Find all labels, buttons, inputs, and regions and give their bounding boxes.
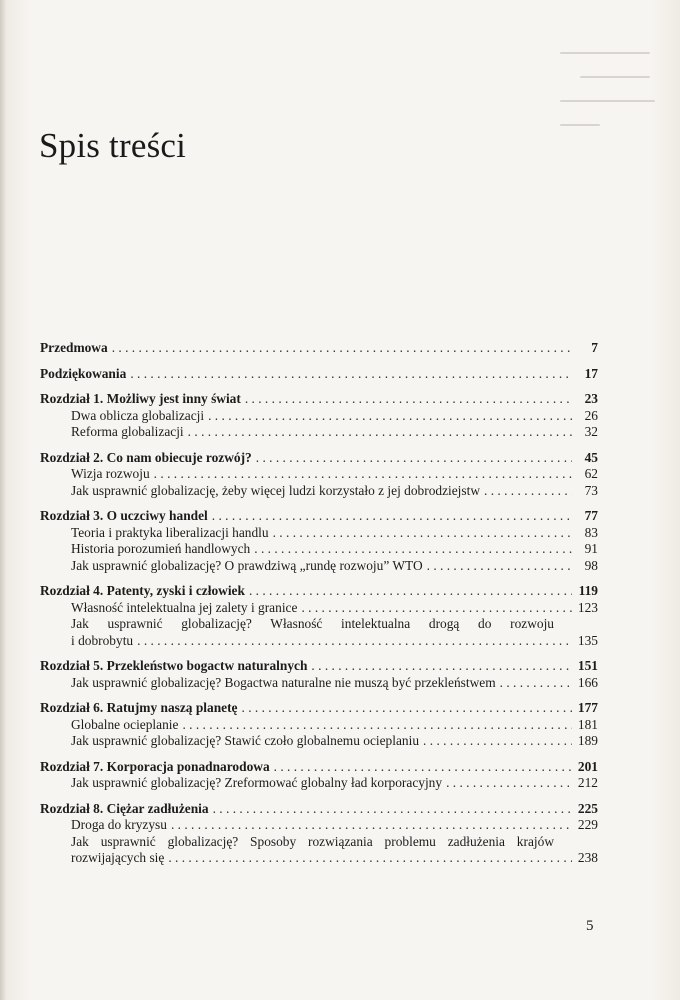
toc-entry-page: 77 [584, 508, 598, 523]
toc-subentry-page: 181 [577, 716, 598, 732]
toc-subentry-continuation[interactable] [40, 633, 598, 650]
dot-leader [213, 801, 572, 818]
toc-entry-title: Rozdział 4. Patenty, zyski i człowiek [40, 583, 245, 598]
toc-section [40, 658, 598, 691]
dot-leader [311, 658, 572, 675]
toc-entry-page: 7 [591, 340, 598, 355]
dot-leader [242, 700, 573, 717]
toc-subentry-title: Jak usprawnić globalizację? Własność intelektualna drogą do rozwoju [71, 616, 554, 631]
toc-entry-page: 17 [584, 365, 598, 381]
toc-subentry-page: 91 [584, 541, 598, 556]
toc-section [40, 583, 598, 649]
toc-subentry-title: Jak usprawnić globalizację? Zreformować globalny ład korporacyjny [71, 775, 443, 790]
dot-leader [188, 424, 572, 441]
toc-subentry-page: 26 [584, 407, 598, 423]
show-through-text [560, 52, 670, 148]
page-gutter [0, 0, 6, 1000]
toc-subentry[interactable] [40, 675, 598, 692]
toc-subentry-page: 212 [577, 775, 598, 790]
toc-entry-title: Rozdział 5. Przekleństwo bogactw naturalnych [40, 658, 308, 673]
dot-leader [274, 759, 572, 776]
toc-subentry-title: Historia porozumień handlowych [71, 541, 251, 556]
toc-subentry-title: Dwa oblicza globalizacji [71, 407, 205, 423]
dot-leader [254, 541, 572, 558]
page-title: Spis treści [39, 126, 187, 165]
toc-section [40, 450, 598, 500]
dot-leader [112, 340, 572, 357]
dot-leader [256, 450, 572, 467]
dot-leader [301, 600, 572, 617]
toc-entry-page: 45 [584, 449, 598, 465]
toc-section [40, 801, 598, 867]
toc-section [40, 759, 598, 792]
toc-subentry-page: 135 [577, 632, 598, 648]
toc-entry-page: 151 [577, 658, 598, 673]
toc-subentry-page: 32 [584, 424, 598, 439]
toc-subentry-title-cont: rozwijających się [71, 850, 165, 865]
dot-leader [249, 583, 572, 600]
toc-subentry-page: 83 [584, 524, 598, 540]
toc-subentry-title: Jak usprawnić globalizację, żeby więcej ludzi korzystało z jej dobrodziejstw [71, 482, 481, 498]
dot-leader [273, 525, 572, 542]
dot-leader [212, 508, 572, 525]
toc-subentry-page: 73 [584, 482, 598, 498]
toc-subentry[interactable] [40, 733, 598, 750]
toc-subentry-title: Własność intelektualna jej zalety i granice [71, 599, 298, 615]
toc-entry[interactable] [40, 508, 598, 525]
toc-section [40, 508, 598, 574]
toc-subentry-page: 229 [577, 817, 598, 832]
toc-entry-title: Rozdział 3. O uczciwy handel [40, 508, 208, 523]
dot-leader [446, 775, 572, 792]
toc-entry-title: Rozdział 1. Możliwy jest inny świat [40, 391, 241, 406]
toc-subentry-title: Teoria i praktyka liberalizacji handlu [71, 524, 269, 540]
dot-leader [154, 466, 572, 483]
toc-entry-title: Rozdział 2. Co nam obiecuje rozwój? [40, 449, 252, 465]
table-of-contents [40, 340, 598, 876]
toc-section [40, 366, 598, 383]
toc-subentry[interactable] [40, 466, 598, 483]
toc-subentry[interactable] [40, 775, 598, 792]
toc-entry[interactable] [40, 583, 598, 600]
toc-subentry-title: Wizja rozwoju [71, 466, 150, 481]
toc-subentry-page: 62 [584, 466, 598, 481]
toc-subentry[interactable] [40, 834, 598, 851]
toc-entry-page: 119 [578, 583, 598, 598]
dot-leader [500, 675, 572, 692]
toc-entry-title: Rozdział 7. Korporacja ponadnarodowa [40, 758, 270, 774]
dot-leader [130, 366, 572, 383]
toc-subentry[interactable] [40, 408, 598, 425]
toc-entry-page: 201 [577, 758, 598, 774]
toc-subentry-page: 166 [577, 674, 598, 690]
toc-entry[interactable] [40, 801, 598, 818]
toc-subentry[interactable] [40, 525, 598, 542]
toc-entry-title: Rozdział 8. Ciężar zadłużenia [40, 800, 209, 816]
toc-subentry-continuation[interactable] [40, 850, 598, 867]
toc-subentry-title-cont: i dobrobytu [71, 632, 134, 648]
toc-entry-page: 225 [577, 800, 598, 816]
toc-subentry[interactable] [40, 817, 598, 834]
toc-entry-page: 23 [584, 391, 598, 406]
toc-subentry-title: Droga do kryzysu [71, 817, 167, 832]
toc-entry-page: 177 [577, 700, 598, 715]
toc-subentry-title: Globalne ocieplanie [71, 716, 179, 732]
toc-subentry-title: Jak usprawnić globalizację? Sposoby rozwiązania problemu zadłużenia krajów [71, 833, 554, 849]
toc-subentry[interactable] [40, 541, 598, 558]
dot-leader [182, 717, 572, 734]
toc-subentry-title: Jak usprawnić globalizację? Bogactwa naturalne nie muszą być przekleństwem [71, 674, 496, 690]
dot-leader [137, 633, 572, 650]
toc-entry[interactable] [40, 658, 598, 675]
toc-entry-title: Przedmowa [40, 340, 108, 355]
toc-subentry-title: Reforma globalizacji [71, 424, 184, 439]
toc-subentry-title: Jak usprawnić globalizację? Stawić czoło globalnemu ocieplaniu [71, 733, 420, 748]
toc-subentry-page: 189 [577, 733, 598, 748]
toc-subentry-title: Jak usprawnić globalizację? O prawdziwą „rundę rozwoju” WTO [71, 557, 423, 573]
dot-leader [208, 408, 572, 425]
toc-subentry[interactable] [40, 600, 598, 617]
toc-subentry[interactable] [40, 424, 598, 441]
toc-entry[interactable] [40, 391, 598, 408]
toc-entry[interactable] [40, 700, 598, 717]
dot-leader [423, 733, 572, 750]
toc-entry-title: Rozdział 6. Ratujmy naszą planetę [40, 700, 238, 715]
toc-subentry[interactable] [40, 616, 598, 633]
toc-subentry[interactable] [40, 483, 598, 500]
toc-subentry[interactable] [40, 558, 598, 575]
toc-entry[interactable] [40, 366, 598, 383]
toc-subentry-page: 238 [577, 850, 598, 865]
dot-leader [171, 817, 572, 834]
toc-entry[interactable] [40, 759, 598, 776]
toc-subentry-page: 123 [577, 599, 598, 615]
dot-leader [168, 850, 572, 867]
toc-subentry-page: 98 [584, 557, 598, 573]
toc-subentry[interactable] [40, 717, 598, 734]
dot-leader [245, 391, 572, 408]
toc-section [40, 391, 598, 441]
toc-section [40, 340, 598, 357]
toc-entry[interactable] [40, 450, 598, 467]
page-number: 5 [586, 918, 594, 934]
toc-entry[interactable] [40, 340, 598, 357]
dot-leader [484, 483, 572, 500]
toc-section [40, 700, 598, 750]
toc-entry-title: Podziękowania [40, 365, 127, 381]
dot-leader [427, 558, 572, 575]
